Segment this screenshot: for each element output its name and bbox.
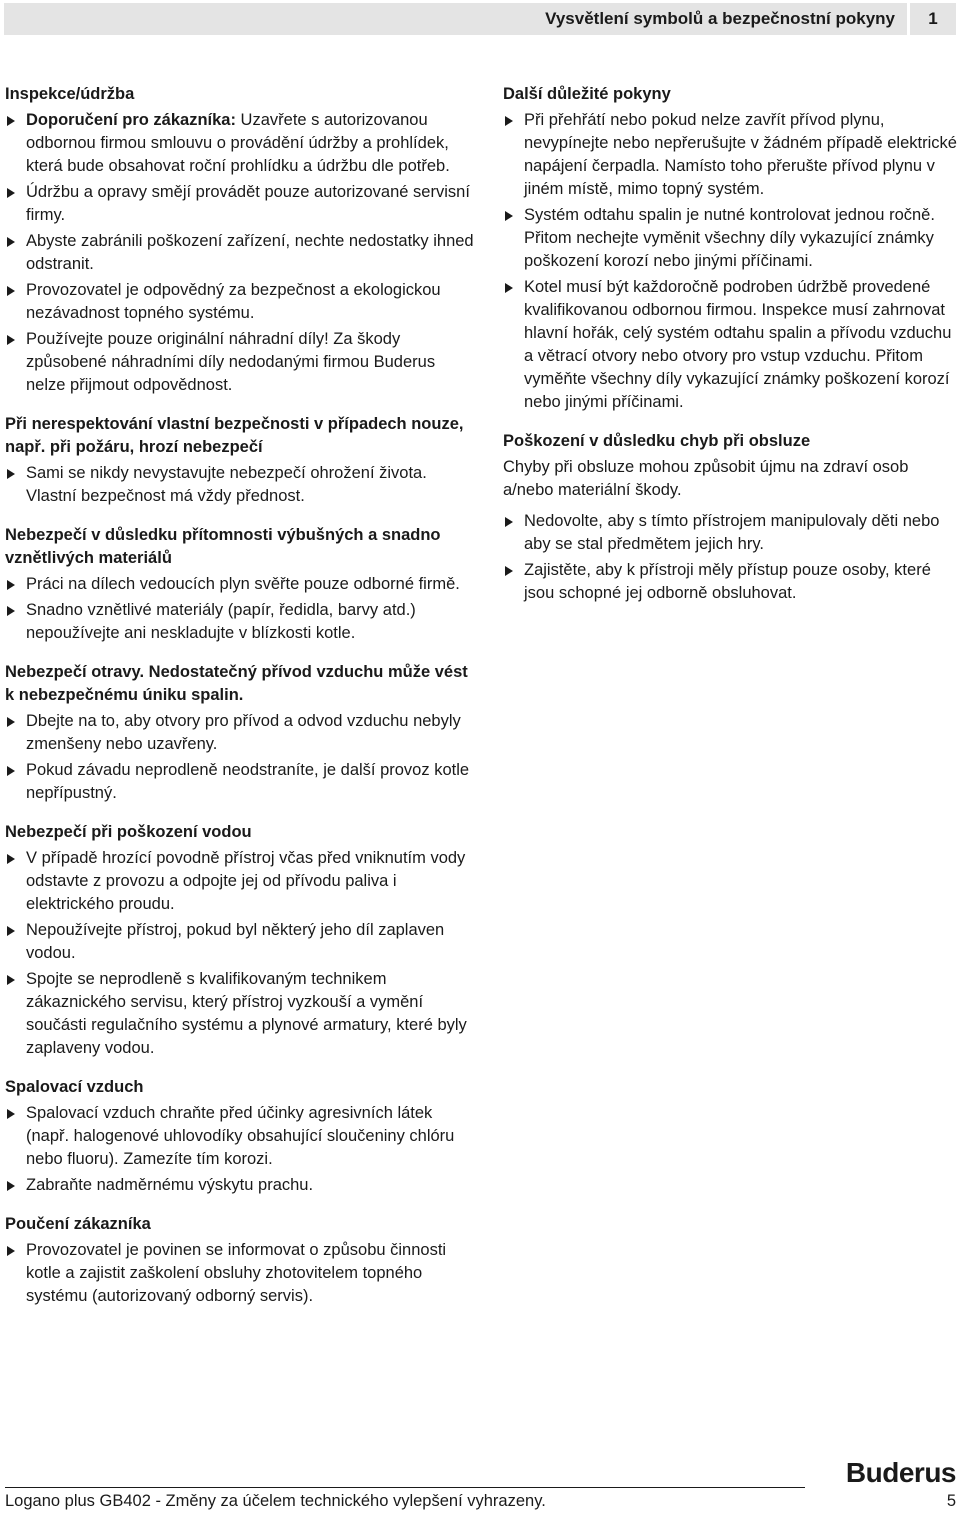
section-vzduch (5, 1076, 475, 1197)
section-heading: Nebezpečí při poškození vodou (5, 823, 252, 841)
section-heading: Poučení zákazníka (5, 1215, 151, 1233)
section-heading: Poškození v důsledku chyb při obsluze (503, 432, 811, 450)
list-item: Sami se nikdy nevystavujte nebezpečí ohrožení života. Vlastní bezpečnost má vždy přednost. (5, 462, 475, 508)
section-intro: Chyby při obsluze mohou způsobit újmu na zdraví osob a/nebo materiální škody. (503, 458, 909, 499)
section-heading: Inspekce/údržba (5, 85, 135, 103)
section-pouceni (5, 1213, 475, 1308)
section-heading: Při nerespektování vlastní bezpečnosti v případech nouze, např. při požáru, hrozí nebezpečí (5, 415, 464, 456)
section-obsluha (503, 430, 958, 605)
list-item: Kotel musí být každoročně podroben údržbě provedené kvalifikovanou odbornou firmou. Inspekce musí zahrnovat hlavní hořák, celý systém odtahu spalin a přívodu vzduchu a větrací otvory nebo otvory pro vstup vzduchu. Přitom vyměňte všechny díly vykazující známky poškození korozí nebo jinými příčinami. (503, 276, 958, 414)
bullet-list (503, 109, 958, 414)
section-vybusne (5, 524, 475, 645)
list-item: Nedovolte, aby s tímto přístrojem manipulovaly děti nebo aby se stal předmětem jejich hry. (503, 510, 958, 556)
bullet-list (5, 1102, 475, 1197)
bullet-list (5, 573, 475, 645)
section-heading: Nebezpečí v důsledku přítomnosti výbušných a snadno vznětlivých materiálů (5, 526, 441, 567)
list-item: Systém odtahu spalin je nutné kontrolovat jednou ročně. Přitom nechejte vyměnit všechny díly vykazující známky poškození korozí nebo jinými příčinami. (503, 204, 958, 273)
list-item: Zabraňte nadměrnému výskytu prachu. (5, 1174, 475, 1197)
bullet-list (5, 462, 475, 508)
list-item: Pokud závadu neprodleně neodstraníte, je další provoz kotle nepřípustný. (5, 759, 475, 805)
section-voda (5, 821, 475, 1060)
section-inspekce (5, 83, 475, 397)
list-item: Zajistěte, aby k přístroji měly přístup pouze osoby, které jsou schopné jej odborně obsluhovat. (503, 559, 958, 605)
list-item: Údržbu a opravy smějí provádět pouze autorizované servisní firmy. (5, 181, 475, 227)
bullet-list (5, 109, 475, 397)
list-item: Spojte se neprodleně s kvalifikovaným technikem zákaznického servisu, který přístroj vyzkouší a vymění součásti regulačního systému a plynové armatury, které byly zaplaveny vodou. (5, 968, 475, 1060)
chapter-title: Vysvětlení symbolů a bezpečnostní pokyny (545, 9, 895, 28)
bullet-list (5, 1239, 475, 1308)
list-item: Spalovací vzduch chraňte před účinky agresivních látek (např. halogenové uhlovodíky obsahující sloučeniny chlóru nebo fluoru). Zamezíte tím korozi. (5, 1102, 475, 1171)
list-item: Provozovatel je odpovědný za bezpečnost a ekologickou nezávadnost topného systému. (5, 279, 475, 325)
section-heading: Spalovací vzduch (5, 1078, 144, 1096)
section-otrava (5, 661, 475, 805)
list-item: Snadno vznětlivé materiály (papír, ředidla, barvy atd.) nepoužívejte ani neskladujte v blízkosti kotle. (5, 599, 475, 645)
list-item (5, 109, 475, 178)
list-item: Dbejte na to, aby otvory pro přívod a odvod vzduchu nebyly zmenšeny nebo uzavřeny. (5, 710, 475, 756)
footer-divider (5, 1487, 805, 1488)
section-dalsi (503, 83, 958, 414)
bullet-list (5, 847, 475, 1060)
page-number: 5 (946, 1492, 956, 1510)
item-text: Uzavřete s autorizovanou odbornou firmou smlouvu o provádění údržby a prohlídek, která bude obsahovat roční prohlídku a údržbu dle potřeb. (26, 111, 450, 175)
section-heading: Nebezpečí otravy. Nedostatečný přívod vzduchu může vést k nebezpečnému úniku spalin. (5, 663, 468, 704)
list-item: Práci na dílech vedoucích plyn svěřte pouze odborné firmě. (5, 573, 475, 596)
section-bezpecnost (5, 413, 475, 508)
list-item: Nepoužívejte přístroj, pokud byl některý jeho díl zaplaven vodou. (5, 919, 475, 965)
bullet-list (503, 510, 958, 605)
buderus-logo: Buderus (845, 1457, 956, 1488)
chapter-number: 1 (910, 3, 956, 35)
list-item: Při přehřátí nebo pokud nelze zavřít přívod plynu, nevypínejte nebo nepřerušujte v žádném případě elektrické napájení čerpadla. Namísto toho přerušte přívod plynu v jiném místě, mimo topný systém. (503, 109, 958, 201)
bullet-list (5, 710, 475, 805)
list-item: Provozovatel je povinen se informovat o způsobu činnosti kotle a zajistit zaškolení obsluhy zhotovitelem topného systému (autorizovaný odborný servis). (5, 1239, 475, 1308)
list-item: V případě hrozící povodně přístroj včas před vniknutím vody odstavte z provozu a odpojte jej od přívodu paliva i elektrického proudu. (5, 847, 475, 916)
item-lead: Doporučení pro zákazníka: (26, 111, 236, 129)
left-column (5, 83, 475, 1308)
header-bar (4, 3, 907, 35)
footer-text: Logano plus GB402 - Změny za účelem technického vylepšení vyhrazeny. (5, 1492, 546, 1510)
list-item: Používejte pouze originální náhradní díly! Za škody způsobené náhradními díly nedodanými firmou Buderus nelze přijmout odpovědnost. (5, 328, 475, 397)
right-column (503, 83, 958, 605)
section-heading: Další důležité pokyny (503, 85, 671, 103)
list-item: Abyste zabránili poškození zařízení, nechte nedostatky ihned odstranit. (5, 230, 475, 276)
